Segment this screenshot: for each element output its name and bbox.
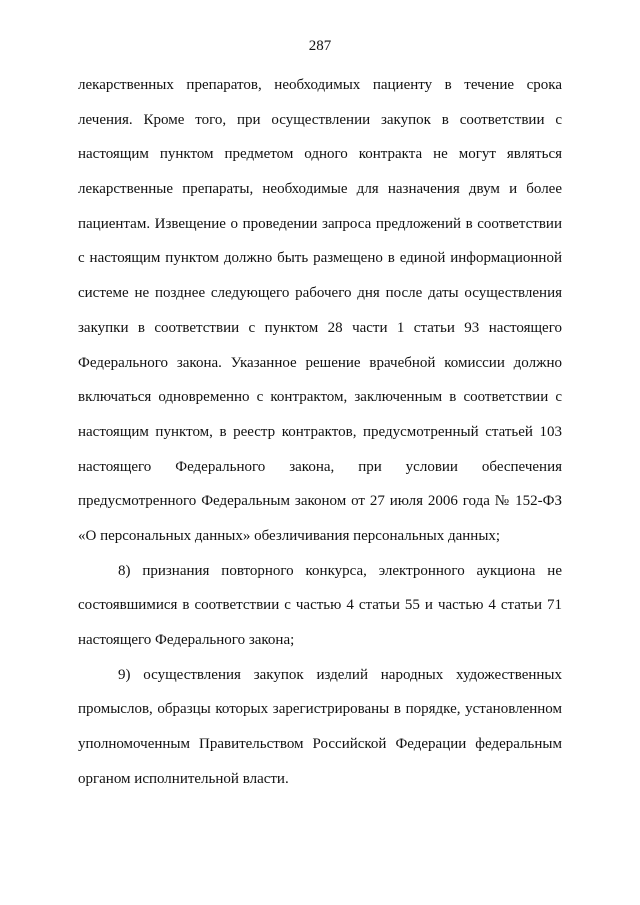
text-line: с настоящим пунктом должно быть размещено в единой информационной [78,250,562,267]
text-line: «О персональных данных» обезличивания персональных данных; [78,527,501,544]
text-line: включаться одновременно с контрактом, заключенным в соответствии с [78,389,562,406]
text-line: лекарственные препараты, необходимые для назначения двум и более [78,181,562,198]
text-line: настоящим пунктом предметом одного контракта не могут являться [78,146,562,163]
text-line: Федерального закона. Указанное решение врачебной комиссии должно [78,354,562,371]
text-line: состоявшимися в соответствии с частью 4 статьи 55 и частью 4 статьи 71 [78,597,562,614]
text-line: настоящего Федерального закона, при условии обеспечения [78,458,562,475]
text-line: настоящего Федерального закона; [78,632,295,648]
text-line: 8) признания повторного конкурса, электронного аукциона не [118,562,562,579]
text-line: лечения. Кроме того, при осуществлении закупок в соответствии с [78,111,562,128]
text-line: системе не позднее следующего рабочего дня после даты осуществления [78,285,562,302]
text-line: настоящим пунктом, в реестр контрактов, предусмотренный статьей 103 [78,423,562,440]
page-number: 287 [308,38,332,54]
text-line: промыслов, образцы которых зарегистрированы в порядке, установленном [78,701,562,718]
text-line: пациентам. Извещение о проведении запроса предложений в соответствии [78,215,562,232]
text-line: предусмотренного Федеральным законом от 27 июля 2006 года № 152-ФЗ [78,493,562,510]
document-body [78,68,562,796]
text-line: уполномоченным Правительством Российской Федерации федеральным [78,736,562,753]
text-line: органом исполнительной власти. [78,770,289,787]
text-line: 9) осуществления закупок изделий народных художественных [118,666,562,683]
text-line: лекарственных препаратов, необходимых пациенту в течение срока [78,77,562,93]
text-line: закупки в соответствии с пунктом 28 части 1 статьи 93 настоящего [78,319,562,336]
